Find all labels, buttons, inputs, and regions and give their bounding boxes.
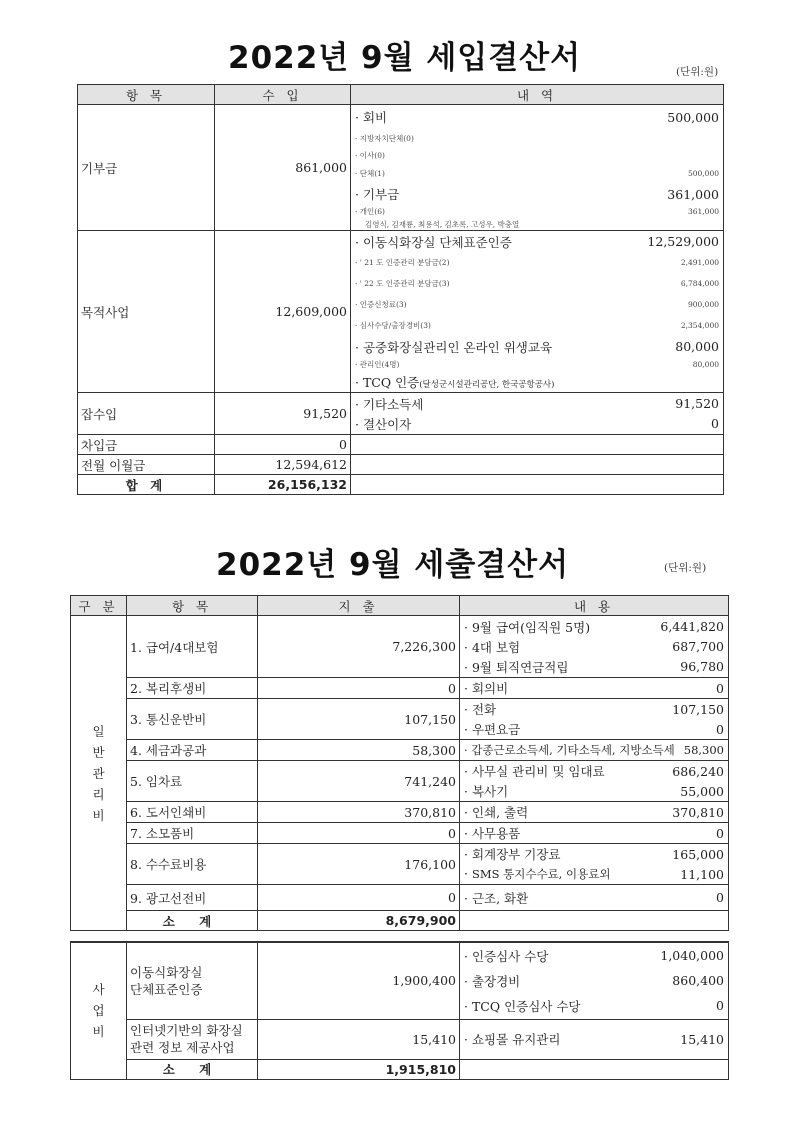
- row-details: · 회의비 0: [460, 678, 729, 699]
- detail-sub: 관리인(4명): [359, 359, 400, 369]
- row-item: 1. 급여/4대보험: [127, 616, 258, 678]
- expense-header-details: 내 용: [460, 596, 729, 616]
- detail-amount: 0: [711, 416, 719, 431]
- row-details: · 이동식화장실 단체표준인증 12,529,000 · ' 21 도 인증관리 분담금(2) 2,491,000 · ' 22 도 인증관리 분담금(3) 6,784,000 · 인증신청료(3) 900,000 · 심사수당/출장경비(3) 2,354,000 · 공중화장실관리인 온라인 위생교육 80,000 · 관리인(4명) 80,000 · TCQ 인증(달성군시설관리공단, 한국공항공사): [351, 231, 724, 393]
- category-business: 사 업 비: [71, 942, 127, 1079]
- subtotal-amount: 8,679,900: [258, 911, 460, 931]
- table-row: [71, 616, 729, 678]
- row-details: · 사무용품 0: [460, 823, 729, 844]
- row-details: · 근조, 화환 0: [460, 885, 729, 911]
- row-amount: 12,594,612: [215, 455, 351, 475]
- detail-sub-amount: 80,000: [692, 359, 719, 369]
- table-row: [71, 761, 729, 802]
- income-header-details: 내 역: [351, 85, 724, 105]
- detail-label: 기부금: [362, 187, 400, 202]
- expense-table: [70, 595, 729, 931]
- row-details: [460, 911, 729, 931]
- table-row: [78, 105, 724, 231]
- row-amount: 176,100: [258, 844, 460, 885]
- table-row: [71, 942, 729, 1019]
- row-details: [460, 1059, 729, 1079]
- row-amount: 370,810: [258, 802, 460, 823]
- row-details: · 9월 급여(임직원 5명) 6,441,820 · 4대 보험 687,700 · 9월 퇴직연금적립 96,780: [460, 616, 729, 678]
- subtotal-label: 소 계: [127, 911, 258, 931]
- row-details: · 회계장부 기장료 165,000 · SMS 통지수수료, 이용료외 11,100: [460, 844, 729, 885]
- table-row: [78, 435, 724, 455]
- expense-header-expense: 지 출: [258, 596, 460, 616]
- table-row: [78, 455, 724, 475]
- table-row: [71, 1019, 729, 1059]
- row-item: 6. 도서인쇄비: [127, 802, 258, 823]
- table-row: [71, 844, 729, 885]
- row-item: 4. 세금과공과: [127, 740, 258, 761]
- row-item: 5. 임차료: [127, 761, 258, 802]
- income-table: [77, 84, 724, 495]
- row-details: [351, 475, 724, 495]
- detail-sub-amount: 900,000: [687, 300, 719, 309]
- detail-sub: 심사수당/출장경비(3): [359, 321, 431, 330]
- table-row: [71, 678, 729, 699]
- income-title: 2022년 9월 세입결산서: [228, 40, 582, 76]
- row-details: · 쇼핑몰 유지관리 15,410: [460, 1019, 729, 1059]
- table-row: [71, 740, 729, 761]
- detail-sub-amount: 2,491,000: [680, 258, 719, 267]
- detail-sub: 인증신청료(3): [359, 300, 407, 309]
- row-amount: 12,609,000: [215, 231, 351, 393]
- row-item: 이동식화장실 단체표준인증: [127, 942, 258, 1019]
- subtotal-label: 소 계: [127, 1059, 258, 1079]
- row-details: · 전화 107,150 · 우편요금 0: [460, 699, 729, 740]
- detail-label: 기타소득세: [362, 396, 424, 412]
- table-row: [71, 823, 729, 844]
- detail-sub: ' 22 도 인증관리 분담금(3): [359, 279, 450, 288]
- donor-names: 김영식, 김재룡, 최용석, 김초록, 고성우, 박충열: [365, 219, 520, 229]
- detail-note: (달성군시설관리공단, 한국공항공사): [419, 379, 555, 390]
- detail-amount: 12,529,000: [647, 234, 719, 249]
- detail-amount: 80,000: [675, 339, 719, 354]
- row-item: 3. 통신운반비: [127, 699, 258, 740]
- detail-sub: 지방자치단체(0): [359, 133, 414, 143]
- row-details: [351, 455, 724, 475]
- detail-label: TCQ 인증: [362, 374, 420, 390]
- table-row: [78, 231, 724, 393]
- expense-unit: (단위:원): [664, 562, 707, 574]
- row-details: · 인증심사 수당 1,040,000 · 출장경비 860,400 · TCQ 인증심사 수당 0: [460, 942, 729, 1019]
- row-amount: 0: [258, 823, 460, 844]
- row-item: 인터넷기반의 화장실 관련 정보 제공사업: [127, 1019, 258, 1059]
- business-table: [70, 941, 729, 1080]
- detail-amount: 500,000: [667, 109, 719, 125]
- row-amount: 7,226,300: [258, 616, 460, 678]
- row-amount: 741,240: [258, 761, 460, 802]
- row-amount: 15,410: [258, 1019, 460, 1059]
- detail-sub: ' 21 도 인증관리 분담금(2): [359, 258, 450, 267]
- row-amount: 107,150: [258, 699, 460, 740]
- detail-label: 회비: [362, 110, 388, 125]
- detail-sub: 이사(0): [359, 151, 385, 160]
- row-item: 2. 복리후생비: [127, 678, 258, 699]
- row-amount: 91,520: [215, 393, 351, 435]
- income-unit: (단위:원): [676, 66, 719, 78]
- row-details: · 회비 500,000 · 지방자치단체(0) · 이사(0) · 단체(1) 500,000 · 기부금 361,000 · 개인(6) 361,000 김영식, 김재룡, 최용석, 김초록, 고성우, 박충열: [351, 105, 724, 231]
- expense-title: 2022년 9월 세출결산서: [216, 547, 570, 583]
- table-row: [71, 885, 729, 911]
- expense-header-category: 구 분: [71, 596, 127, 616]
- row-item: 전월 이월금: [78, 455, 215, 475]
- table-row: [78, 393, 724, 435]
- row-details: · 기타소득세 91,520 · 결산이자 0: [351, 393, 724, 435]
- detail-sub-amount: 2,354,000: [680, 321, 719, 330]
- detail-sub-amount: 500,000: [687, 168, 719, 178]
- subtotal-amount: 1,915,810: [258, 1059, 460, 1079]
- total-amount: 26,156,132: [215, 475, 351, 495]
- row-item: 차입금: [78, 435, 215, 455]
- expense-header-item: 항 목: [127, 596, 258, 616]
- subtotal-row: [71, 1059, 729, 1079]
- row-details: · 인쇄, 출력 370,810: [460, 802, 729, 823]
- row-item: 목적사업: [78, 231, 215, 393]
- row-amount: 0: [215, 435, 351, 455]
- detail-sub-amount: 361,000: [687, 207, 719, 216]
- category-general: 일 반 관 리 비: [71, 616, 127, 931]
- row-details: · 갑종근로소득세, 기타소득세, 지방소득세 58,300: [460, 740, 729, 761]
- row-amount: 58,300: [258, 740, 460, 761]
- detail-sub: 개인(6): [359, 207, 385, 216]
- total-row: [78, 475, 724, 495]
- row-item: 기부금: [78, 105, 215, 231]
- row-amount: 0: [258, 678, 460, 699]
- income-header-income: 수 입: [215, 85, 351, 105]
- detail-label: 공중화장실관리인 온라인 위생교육: [362, 339, 553, 355]
- detail-label: 결산이자: [362, 416, 412, 432]
- detail-label: 이동식화장실 단체표준인증: [362, 234, 512, 250]
- row-item: 8. 수수료비용: [127, 844, 258, 885]
- row-item: 9. 광고선전비: [127, 885, 258, 911]
- row-item: 7. 소모품비: [127, 823, 258, 844]
- income-header-item: 항 목: [78, 85, 215, 105]
- detail-sub: 단체(1): [359, 168, 385, 178]
- table-row: [71, 699, 729, 740]
- row-item: 잡수입: [78, 393, 215, 435]
- subtotal-row: [71, 911, 729, 931]
- row-amount: 861,000: [215, 105, 351, 231]
- row-details: · 사무실 관리비 및 임대료 686,240 · 복사기 55,000: [460, 761, 729, 802]
- total-label: 합 계: [78, 475, 215, 495]
- row-amount: 1,900,400: [258, 942, 460, 1019]
- detail-sub-amount: 6,784,000: [680, 279, 719, 288]
- table-row: [71, 802, 729, 823]
- row-details: [351, 435, 724, 455]
- detail-amount: 361,000: [667, 186, 719, 202]
- detail-amount: 91,520: [675, 396, 719, 411]
- row-amount: 0: [258, 885, 460, 911]
